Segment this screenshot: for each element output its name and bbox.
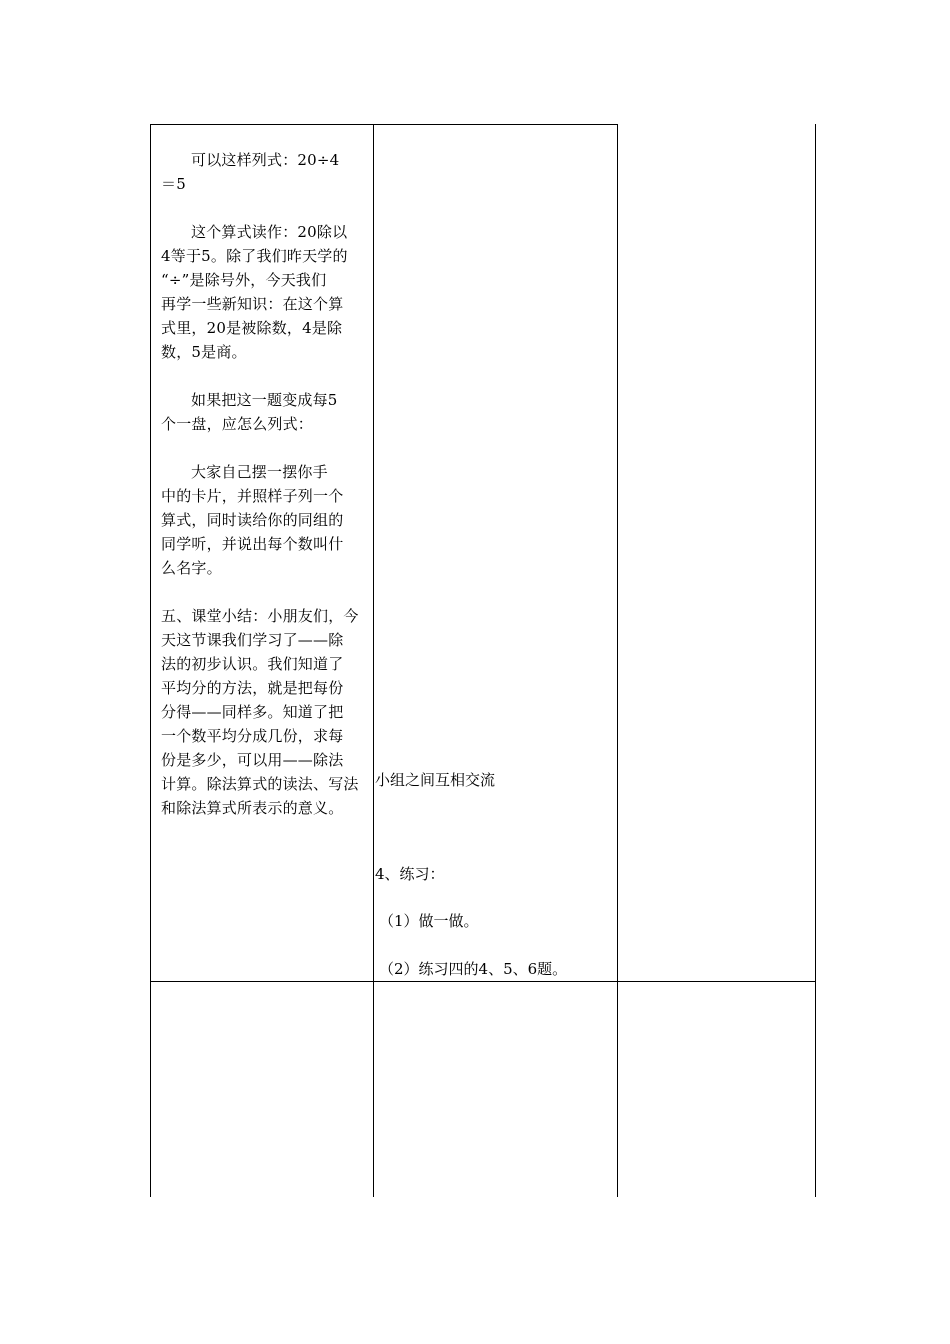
text-line: 中的卡片，并照样子列一个 <box>161 487 344 505</box>
text-line: 可以这样列式：20÷4 <box>191 151 340 169</box>
text-line: 份是多少，可以用——除法 <box>161 751 344 769</box>
text-line: 么名字。 <box>161 559 222 577</box>
text-line: 4等于5。除了我们昨天学的 <box>161 247 348 265</box>
text-line: ＝5 <box>161 175 186 193</box>
table-top-border <box>150 124 618 125</box>
text-line: 同学听，并说出每个数叫什 <box>161 535 344 553</box>
text-line: 一个数平均分成几份，求每 <box>161 727 344 745</box>
text-line: 这个算式读作：20除以 <box>191 223 348 241</box>
text-line: 天这节课我们学习了——除 <box>161 631 344 649</box>
text-line: 和除法算式所表示的意义。 <box>161 799 344 817</box>
text-line: 五、课堂小结：小朋友们，今 <box>161 607 359 625</box>
text-line: “÷”是除号外，今天我们 <box>161 271 327 289</box>
text-line: 大家自己摆一摆你手 <box>191 463 328 481</box>
paragraph <box>161 604 367 820</box>
text-line: 个一盘，应怎么列式： <box>161 415 314 433</box>
table-right-border <box>815 124 816 1197</box>
paragraph <box>161 148 367 196</box>
paragraph <box>161 460 367 580</box>
text-line: 计算。除法算式的读法、写法 <box>161 775 359 793</box>
table-col-divider-1 <box>373 124 374 1197</box>
text-line: 数，5是商。 <box>161 343 247 361</box>
paragraph <box>161 220 367 364</box>
text-line: 式里，20是被除数，4是除 <box>161 319 343 337</box>
text-line: 算式，同时读给你的同组的 <box>161 511 344 529</box>
text-line: 如果把这一题变成每5 <box>191 391 338 409</box>
table-left-border <box>150 124 151 1197</box>
text-line: 分得——同样多。知道了把 <box>161 703 344 721</box>
practice-item-2: （2）练习四的4、5、6题。 <box>379 960 568 978</box>
paragraph <box>161 388 367 436</box>
teacher-activity-cell <box>161 148 367 844</box>
table-col-divider-2 <box>617 124 618 1197</box>
group-exchange-text: 小组之间互相交流 <box>375 771 496 789</box>
practice-item-1: （1）做一做。 <box>379 912 479 930</box>
text-line: 法的初步认识。我们知道了 <box>161 655 344 673</box>
table-row-divider <box>150 981 816 982</box>
text-line: 平均分的方法，就是把每份 <box>161 679 344 697</box>
text-line: 再学一些新知识：在这个算 <box>161 295 344 313</box>
practice-title: 4、练习： <box>375 865 445 883</box>
